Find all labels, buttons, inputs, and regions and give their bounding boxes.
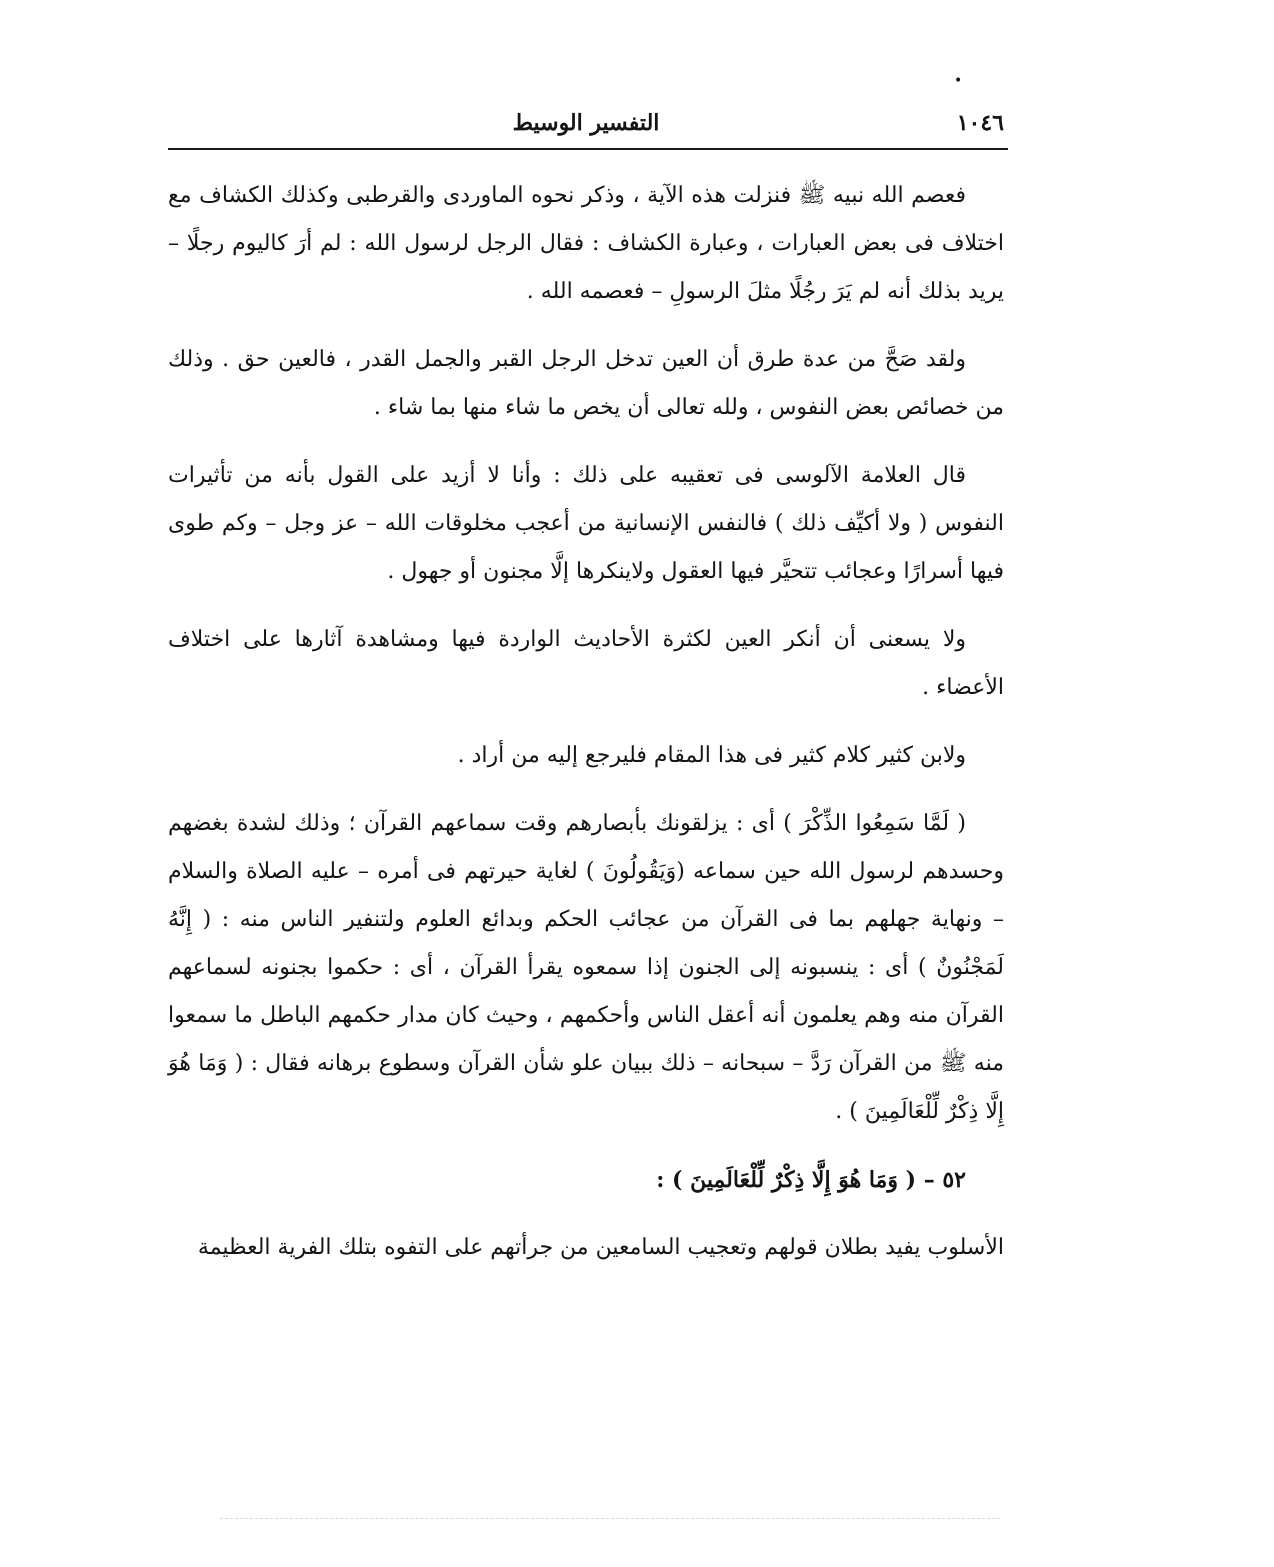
page-header	[168, 110, 1004, 146]
page-body	[168, 172, 1004, 1292]
running-title: التفسير الوسيط	[512, 110, 660, 136]
paragraph-3: قال العلامة الآلوسى فى تعقيبه على ذلك : وأنا لا أزيد على القول بأنه من تأثيرات النفوس ( ولا أكيِّف ذلك ) فالنفس الإنسانية من أعجب مخلوقات الله – عز وجل – وكم طوى فيها أسرارًا وعجائب تتحيَّر فيها العقول ولاينكرها إلَّا مجنون أو جهول .	[168, 463, 1004, 584]
page-number: ١٠٤٦	[956, 110, 1004, 136]
paragraph-6: ( لَمَّا سَمِعُوا الذِّكْرَ ) أى : يزلقونك بأبصارهم وقت سماعهم القرآن ؛ وذلك لشدة بغضهم وحسدهم لرسول الله حين سماعه (وَيَقُولُونَ ) لغاية حيرتهم فى أمره – عليه الصلاة والسلام – ونهاية جهلهم بما فى القرآن من عجائب الحكم وبدائع العلوم ولتنفير الناس منه : ( إِنَّهُ لَمَجْنُونٌ ) أى : ينسبونه إلى الجنون إذا سمعوه يقرأ القرآن ، أى : حكموا بجنونه لسماعهم القرآن منه وهم يعلمون أنه أعقل الناس وأحكمهم ، وحيث كان مدار حكمهم الباطل ما سمعوا منه ﷺ من القرآن رَدَّ – سبحانه – ذلك ببيان علو شأن القرآن وسطوع برهانه فقال : ( وَمَا هُوَ إِلَّا ذِكْرٌ لِّلْعَالَمِينَ ) .	[168, 811, 1004, 1124]
bottom-edge-mark	[220, 1518, 1000, 1519]
page-mark-dot: •	[954, 73, 963, 89]
final-paragraph: الأسلوب يفيد بطلان قولهم وتعجيب السامعين من جرأتهم على التفوه بتلك الفرية العظيمة	[197, 1235, 1004, 1260]
paragraph-1: فعصم الله نبيه ﷺ فنزلت هذه الآية ، وذكر نحوه الماوردى والقرطبى وكذلك الكشاف مع اختلاف فى بعض العبارات ، وعبارة الكشاف : فقال الرجل لرسول الله : لم أرَ كاليوم رجلًا – يريد بذلك أنه لم يَرَ رجُلًا مثلَ الرسولِ – فعصمه الله .	[168, 183, 1004, 304]
paragraph-5: ولابن كثير كلام كثير فى هذا المقام فليرجع إليه من أراد .	[457, 743, 966, 768]
header-rule	[168, 148, 1008, 150]
verse-heading: ٥٢ – ( وَمَا هُوَ إِلَّا ذِكْرٌ لِّلْعَالَمِينَ ) :	[656, 1167, 966, 1193]
paragraph-2: ولقد صَحَّ من عدة طرق أن العين تدخل الرجل القبر والجمل القدر ، فالعين حق . وذلك من خصائص بعض النفوس ، ولله تعالى أن يخص ما شاء منها بما شاء .	[168, 347, 1004, 420]
paragraph-4: ولا يسعنى أن أنكر العين لكثرة الأحاديث الواردة فيها ومشاهدة آثارها على اختلاف الأعضاء .	[168, 627, 1004, 700]
